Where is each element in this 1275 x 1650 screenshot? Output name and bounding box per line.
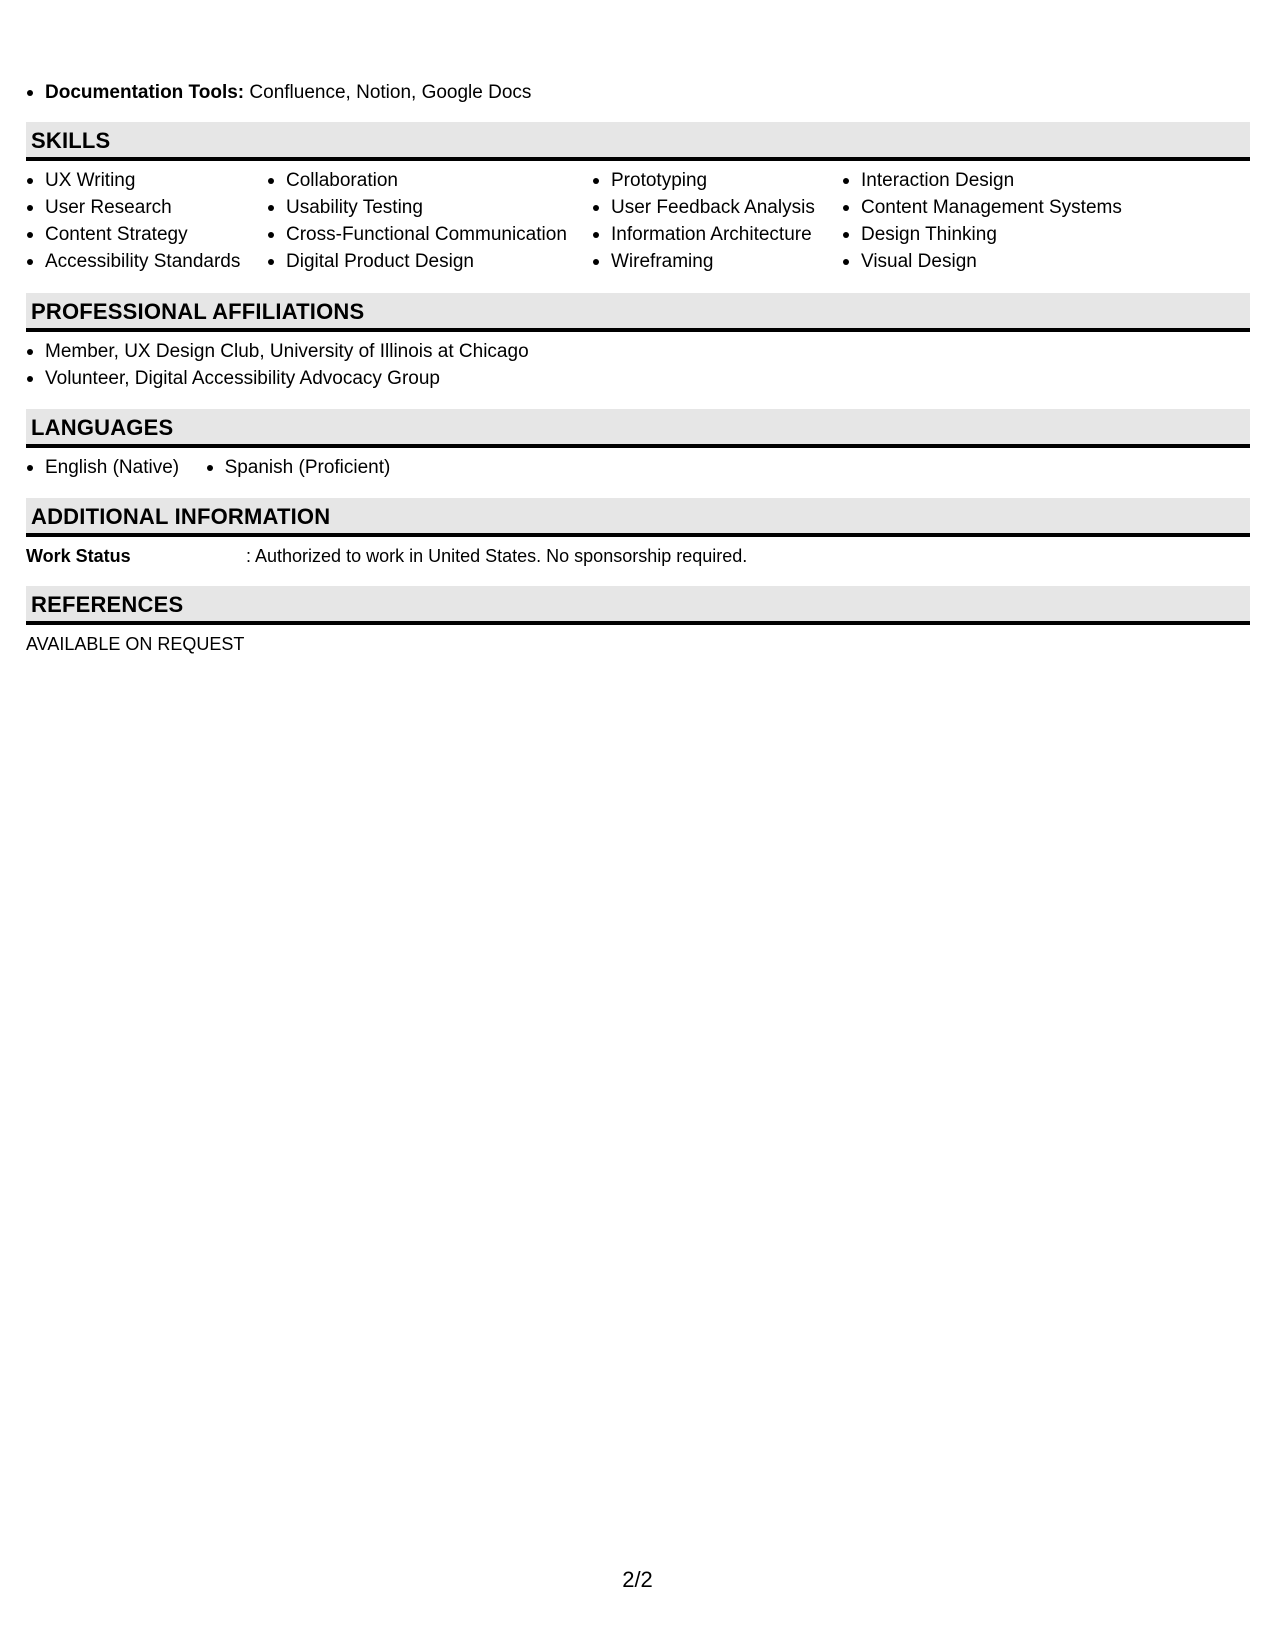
affiliations-section-header: [26, 293, 1250, 332]
skills-column-3: [592, 167, 815, 275]
skill-item: UX Writing: [26, 167, 240, 194]
skills-heading: SKILLS: [31, 128, 111, 153]
language-item: Spanish (Proficient): [206, 454, 391, 481]
skill-item: Digital Product Design: [267, 248, 567, 275]
skill-item: User Feedback Analysis: [592, 194, 815, 221]
skill-item: Wireframing: [592, 248, 815, 275]
documentation-tools-item: [26, 79, 531, 106]
affiliations-list: [26, 338, 529, 392]
affiliations-heading: PROFESSIONAL AFFILIATIONS: [31, 299, 365, 324]
skill-item: Prototyping: [592, 167, 815, 194]
work-status-value: : Authorized to work in United States. No sponsorship required.: [246, 546, 748, 566]
skill-item: Content Strategy: [26, 221, 240, 248]
references-section-header: [26, 586, 1250, 625]
languages-list: [26, 454, 412, 481]
references-text: AVAILABLE ON REQUEST: [26, 634, 245, 654]
skills-section-header: [26, 122, 1250, 161]
skills-column-4: [842, 167, 1122, 275]
skill-item: Visual Design: [842, 248, 1122, 275]
skill-item: Collaboration: [267, 167, 567, 194]
documentation-tools-label: Documentation Tools:: [45, 82, 245, 103]
skill-item: Usability Testing: [267, 194, 567, 221]
skill-item: Content Management Systems: [842, 194, 1122, 221]
affiliation-item: Member, UX Design Club, University of Illinois at Chicago: [26, 338, 529, 365]
skill-item: Interaction Design: [842, 167, 1122, 194]
skill-item: Information Architecture: [592, 221, 815, 248]
languages-heading: LANGUAGES: [31, 415, 174, 440]
documentation-tools-list: [26, 79, 531, 106]
additional-info-section-header: [26, 498, 1250, 537]
work-status-label: Work Status: [26, 546, 131, 566]
languages-section-header: [26, 409, 1250, 448]
skills-column-1: [26, 167, 240, 275]
skill-item: Accessibility Standards: [26, 248, 240, 275]
page-number: 2/2: [622, 1567, 653, 1592]
skills-column-2: [267, 167, 567, 275]
skill-item: Cross-Functional Communication: [267, 221, 567, 248]
affiliation-item: Volunteer, Digital Accessibility Advocacy Group: [26, 365, 529, 392]
references-heading: REFERENCES: [31, 592, 184, 617]
additional-info-heading: ADDITIONAL INFORMATION: [31, 504, 331, 529]
language-item: English (Native): [26, 454, 179, 481]
skill-item: User Research: [26, 194, 240, 221]
skill-item: Design Thinking: [842, 221, 1122, 248]
documentation-tools-value: Confluence, Notion, Google Docs: [244, 82, 532, 103]
